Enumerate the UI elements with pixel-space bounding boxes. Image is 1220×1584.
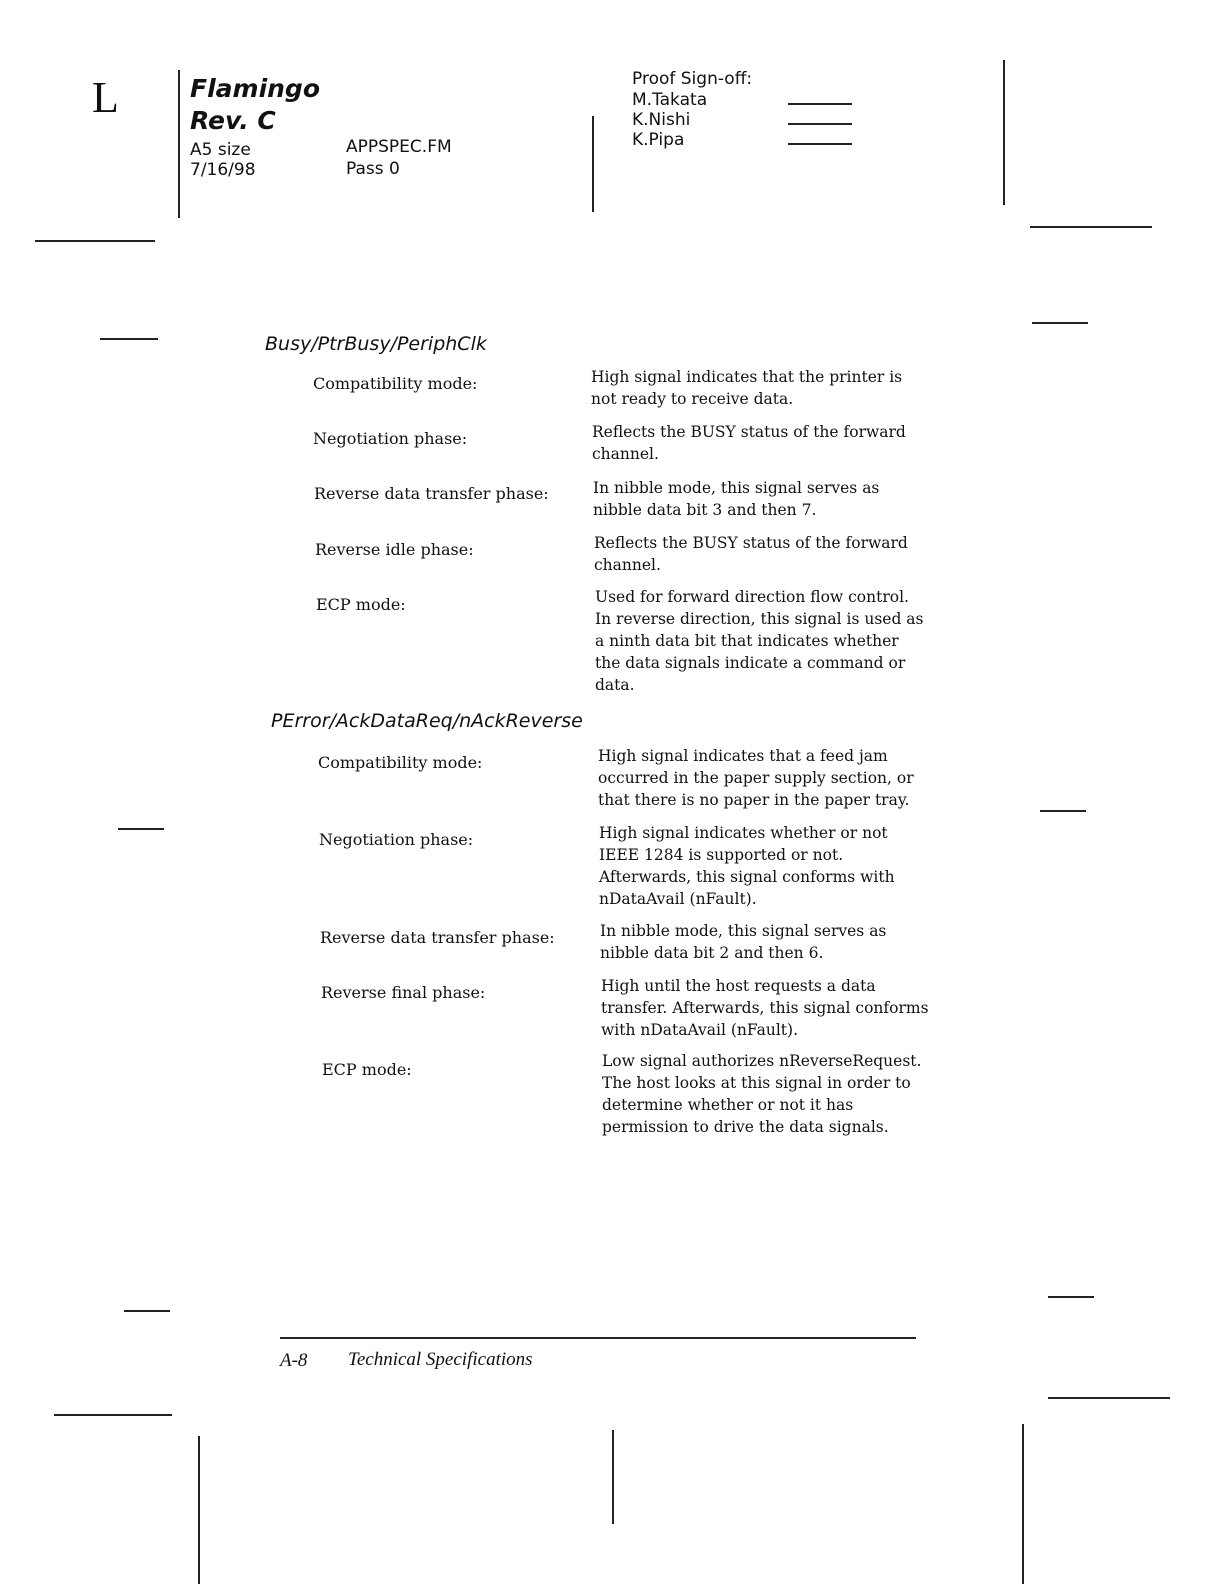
row-description: In nibble mode, this signal serves as nibble data bit 3 and then 7. [593,479,880,519]
signoff-name: K.Pipa [632,130,685,150]
footer-section-title: Technical Specifications [348,1349,533,1370]
crop-mark-vertical [198,1436,200,1584]
row-label: Compatibility mode: [313,374,478,393]
crop-mark-vertical [1022,1424,1024,1584]
row-description: High signal indicates whether or not IEEE 1284 is supported or not. Afterwards, this signal conforms with nDataAvail (nFault). [599,824,895,908]
section-heading: Busy/PtrBusy/PeriphClk [265,333,487,355]
header-divider-middle [592,116,594,212]
row-description: High until the host requests a data transfer. Afterwards, this signal conforms with nDataAvail (nFault). [601,977,929,1039]
row-description: High signal indicates that a feed jam occurred in the paper supply section, or that there is no paper in the paper tray. [598,747,914,809]
crop-mark [1040,810,1086,812]
header-divider-left [178,70,180,218]
row-label: Reverse data transfer phase: [320,928,555,947]
row-description: Low signal authorizes nReverseRequest. The host looks at this signal in order to determine whether or not it has permission to drive the data signals. [602,1052,922,1136]
crop-mark [1032,322,1088,324]
size-label: A5 size [190,140,251,160]
crop-mark [118,828,164,830]
project-title: Flamingo [190,74,321,103]
section-heading: PError/AckDataReq/nAckReverse [271,710,583,732]
row-label: Negotiation phase: [319,830,474,849]
row-label: ECP mode: [316,595,406,614]
signoff-line [788,143,852,145]
signoff-title: Proof Sign-off: [632,69,753,89]
row-label: Negotiation phase: [313,429,468,448]
signoff-name: K.Nishi [632,110,691,130]
signoff-line [788,103,852,105]
row-label: Reverse final phase: [321,983,486,1002]
crop-mark [100,338,158,340]
row-label: Reverse data transfer phase: [314,484,549,503]
revision-label: Rev. C [190,106,276,135]
crop-mark [54,1414,172,1416]
pass-label: Pass 0 [346,159,400,179]
crop-mark [1048,1397,1170,1399]
file-label: APPSPEC.FM [346,137,452,157]
row-description: High signal indicates that the printer is not ready to receive data. [591,368,903,408]
row-description: Reflects the BUSY status of the forward channel. [594,534,908,574]
crop-mark [1030,226,1152,228]
crop-mark [1048,1296,1094,1298]
crop-mark-vertical [612,1430,614,1524]
crop-mark [35,240,155,242]
row-description: Used for forward direction flow control. In reverse direction, this signal is used as a ninth data bit that indicates whether the data signals indicate a command or data. [595,588,924,694]
signoff-line [788,123,852,125]
footer-page-number: A-8 [280,1350,308,1371]
row-label: Reverse idle phase: [315,540,474,559]
row-label: ECP mode: [322,1060,412,1079]
header-divider-right [1003,60,1005,205]
row-description: In nibble mode, this signal serves as nibble data bit 2 and then 6. [600,922,887,962]
crop-mark [124,1310,170,1312]
signoff-name: M.Takata [632,90,708,110]
footer-rule [280,1337,916,1339]
page-letter: L [92,73,119,122]
row-label: Compatibility mode: [318,753,483,772]
row-description: Reflects the BUSY status of the forward channel. [592,423,906,463]
date-label: 7/16/98 [190,160,256,180]
